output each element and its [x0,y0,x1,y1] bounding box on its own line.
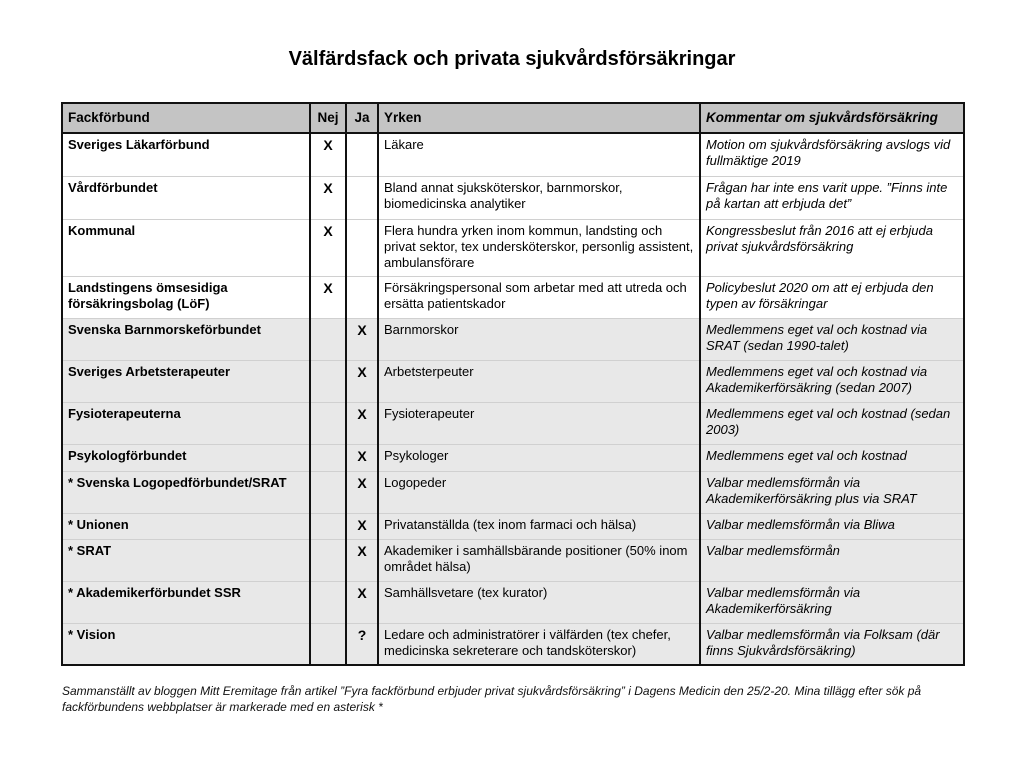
union-name: * Svenska Logopedförbundet/SRAT [62,471,310,513]
comment: Kongressbeslut från 2016 att ej erbjuda privat sjukvårdsförsäkring [700,219,964,276]
union-name: Vårdförbundet [62,176,310,219]
professions: Samhällsvetare (tex kurator) [378,581,700,623]
comment: Valbar medlemsförmån via Folksam (där finns Sjukvårdsförsäkring) [700,623,964,665]
professions: Arbetsterpeuter [378,360,700,402]
table-row [62,318,964,360]
table-row [62,581,964,623]
header-no: Nej [310,103,346,133]
professions: Logopeder [378,471,700,513]
table-row [62,219,964,276]
comment: Frågan har inte ens varit uppe. ”Finns inte på kartan att erbjuda det” [700,176,964,219]
table-header-row [62,103,964,133]
comment: Valbar medlemsförmån via Bliwa [700,513,964,539]
no-mark [310,581,346,623]
table-row [62,133,964,176]
comment: Valbar medlemsförmån via Akademikerförsäkring plus via SRAT [700,471,964,513]
no-mark: X [310,219,346,276]
union-name: Fysioterapeuterna [62,402,310,444]
table-row [62,623,964,665]
yes-mark [346,276,378,318]
professions: Flera hundra yrken inom kommun, landsting och privat sektor, tex undersköterskor, personlig assistent, ambulansförare [378,219,700,276]
header-yes: Ja [346,103,378,133]
header-comment: Kommentar om sjukvårdsförsäkring [700,103,964,133]
union-name: Sveriges Läkarförbund [62,133,310,176]
yes-mark [346,133,378,176]
professions: Barnmorskor [378,318,700,360]
professions: Privatanställda (tex inom farmaci och hälsa) [378,513,700,539]
union-name: Sveriges Arbetsterapeuter [62,360,310,402]
no-mark [310,471,346,513]
union-name: Svenska Barnmorskeförbundet [62,318,310,360]
header-union: Fackförbund [62,103,310,133]
professions: Bland annat sjuksköterskor, barnmorskor, biomedicinska analytiker [378,176,700,219]
no-mark [310,318,346,360]
union-name: * Akademikerförbundet SSR [62,581,310,623]
no-mark: X [310,276,346,318]
union-name: Landstingens ömsesidiga försäkringsbolag (LöF) [62,276,310,318]
professions: Försäkringspersonal som arbetar med att utreda och ersätta patientskador [378,276,700,318]
union-name: Psykologförbundet [62,444,310,471]
yes-mark: X [346,444,378,471]
yes-mark: X [346,402,378,444]
comment: Policybeslut 2020 om att ej erbjuda den typen av försäkringar [700,276,964,318]
yes-mark [346,219,378,276]
yes-mark: ? [346,623,378,665]
yes-mark: X [346,471,378,513]
no-mark [310,444,346,471]
union-name: Kommunal [62,219,310,276]
comment: Medlemmens eget val och kostnad via Akademikerförsäkring (sedan 2007) [700,360,964,402]
yes-mark: X [346,539,378,581]
comment: Valbar medlemsförmån via Akademikerförsäkring [700,581,964,623]
table-row [62,513,964,539]
table-row [62,539,964,581]
professions: Akademiker i samhällsbärande positioner (50% inom området hälsa) [378,539,700,581]
no-mark [310,539,346,581]
no-mark [310,513,346,539]
yes-mark: X [346,360,378,402]
professions: Fysioterapeuter [378,402,700,444]
table-row [62,471,964,513]
table-row [62,444,964,471]
no-mark [310,402,346,444]
comment: Medlemmens eget val och kostnad (sedan 2003) [700,402,964,444]
header-professions: Yrken [378,103,700,133]
no-mark: X [310,133,346,176]
yes-mark: X [346,581,378,623]
table-row [62,402,964,444]
no-mark [310,360,346,402]
yes-mark [346,176,378,219]
yes-mark: X [346,318,378,360]
professions: Ledare och administratörer i välfärden (tex chefer, medicinska sekreterare och tandsköterskor) [378,623,700,665]
page-title: Välfärdsfack och privata sjukvårdsförsäkringar [288,48,736,70]
comment: Motion om sjukvårdsförsäkring avslogs vid fullmäktige 2019 [700,133,964,176]
professions: Psykologer [378,444,700,471]
source-footnote: Sammanställt av bloggen Mitt Eremitage från artikel ”Fyra fackförbund erbjuder privat sjukvårdsförsäkring” i Dagens Medicin den 25/2-20. Mina tillägg efter sök på fackförbundens webbplatser är markerade med en asterisk * [62,684,922,714]
comment: Medlemmens eget val och kostnad [700,444,964,471]
union-insurance-table [61,102,965,666]
union-name: * Vision [62,623,310,665]
table-row [62,176,964,219]
union-name: * SRAT [62,539,310,581]
comment: Medlemmens eget val och kostnad via SRAT (sedan 1990-talet) [700,318,964,360]
table-row [62,360,964,402]
no-mark [310,623,346,665]
table-row [62,276,964,318]
professions: Läkare [378,133,700,176]
no-mark: X [310,176,346,219]
union-name: * Unionen [62,513,310,539]
comment: Valbar medlemsförmån [700,539,964,581]
yes-mark: X [346,513,378,539]
